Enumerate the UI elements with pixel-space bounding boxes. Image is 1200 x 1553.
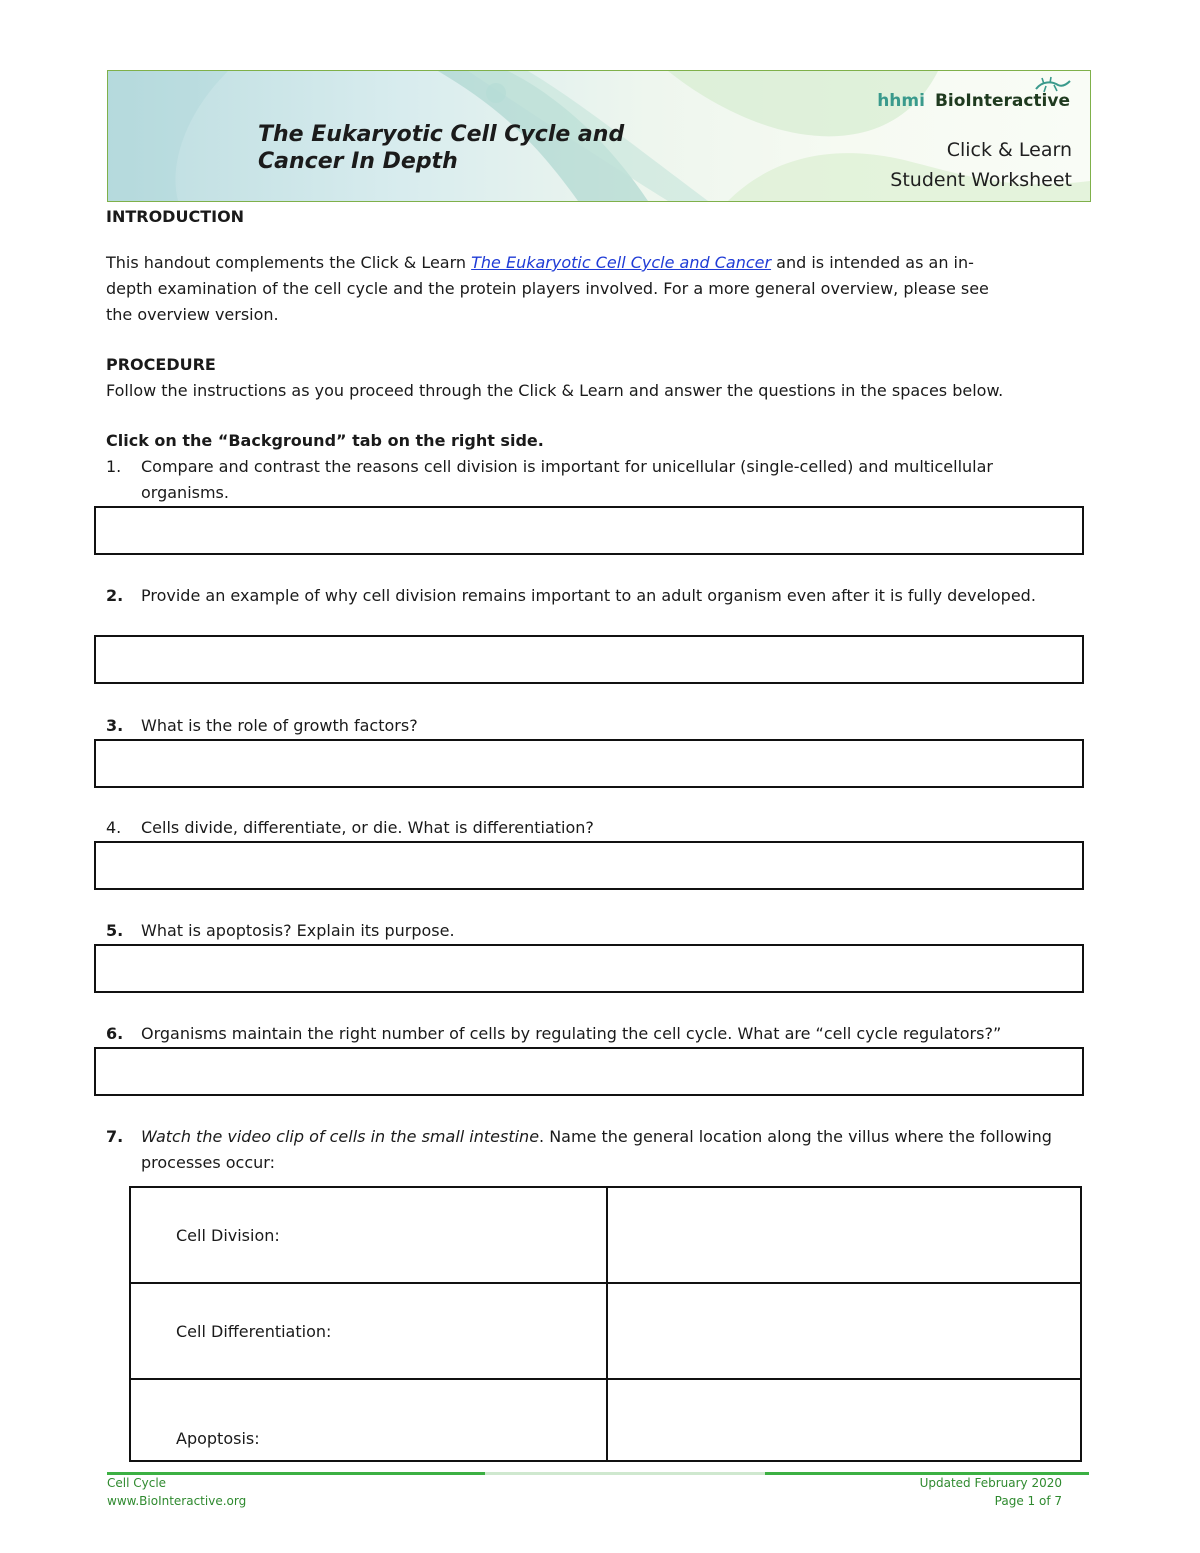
document-type: Student Worksheet <box>890 169 1072 191</box>
background-tab-instruction: Click on the “Background” tab on the right side. <box>106 431 544 450</box>
introduction-heading: INTRODUCTION <box>106 207 245 226</box>
question-number: 7. <box>106 1127 124 1146</box>
answer-box-1[interactable] <box>94 506 1084 555</box>
procedure-text: Follow the instructions as you proceed through the Click & Learn and answer the questions in the spaces below. <box>106 381 1004 400</box>
footer-website-link[interactable]: www.BioInteractive.org <box>107 1494 247 1508</box>
procedure-heading: PROCEDURE <box>106 355 216 374</box>
logo-hhmi: hhmi <box>877 91 925 111</box>
question-number: 4. <box>106 818 122 837</box>
answer-cell-cell-differentiation[interactable] <box>607 1283 1081 1379</box>
footer-page-number: Page 1 of 7 <box>994 1494 1062 1508</box>
logo-biointeractive: BioInteractive <box>934 91 1070 111</box>
question-text: Organisms maintain the right number of cells by regulating the cell cycle. What are “cell cycle regulators?” <box>141 1024 1002 1043</box>
question-number: 6. <box>106 1024 124 1043</box>
resource-type: Click & Learn <box>946 139 1072 161</box>
footer-divider <box>107 1472 1089 1475</box>
answer-cell-apoptosis[interactable] <box>607 1379 1081 1461</box>
document-title: The Eukaryotic Cell Cycle and Cancer In Depth <box>258 122 625 174</box>
introduction-line-1 <box>106 250 974 276</box>
answer-box-2[interactable] <box>94 635 1084 684</box>
question-number: 2. <box>106 586 124 605</box>
question-number: 1. <box>106 457 122 476</box>
row-label: Cell Differentiation: <box>130 1283 607 1379</box>
row-label: Apoptosis: <box>130 1379 607 1461</box>
answer-box-6[interactable] <box>94 1047 1084 1096</box>
question-text: Compare and contrast the reasons cell division is important for unicellular (single-celled) and multicellular organisms. <box>141 457 993 502</box>
question-italic-text: Watch the video clip of cells in the small intestine <box>141 1127 540 1146</box>
intro-text-before: This handout complements the Click & Learn <box>106 253 472 272</box>
villus-process-table <box>129 1186 1082 1462</box>
question-6 <box>106 1021 1081 1047</box>
footer-updated-date: Updated February 2020 <box>919 1476 1062 1490</box>
intro-text-after: and is intended as an in- <box>771 253 974 272</box>
header-banner <box>107 70 1091 202</box>
answer-box-4[interactable] <box>94 841 1084 890</box>
question-text: What is the role of growth factors? <box>141 716 418 735</box>
hhmi-biointeractive-logo <box>877 91 1070 111</box>
question-1 <box>106 454 1081 506</box>
answer-box-3[interactable] <box>94 739 1084 788</box>
click-and-learn-link[interactable]: The Eukaryotic Cell Cycle and Cancer <box>471 253 772 272</box>
question-text: What is apoptosis? Explain its purpose. <box>141 921 455 940</box>
table-row <box>130 1283 1081 1379</box>
answer-cell-cell-division[interactable] <box>607 1187 1081 1283</box>
question-5 <box>106 918 1081 944</box>
introduction-line-2: depth examination of the cell cycle and the protein players involved. For a more general overview, please see <box>106 279 989 298</box>
question-4 <box>106 815 1081 841</box>
question-7 <box>106 1124 1081 1176</box>
row-label: Cell Division: <box>130 1187 607 1283</box>
question-rest-text: . Name the general location along the villus where the following processes occur: <box>141 1127 1052 1172</box>
answer-box-5[interactable] <box>94 944 1084 993</box>
footer-topic: Cell Cycle <box>107 1476 167 1490</box>
question-text: Provide an example of why cell division remains important to an adult organism even after it is fully developed. <box>141 586 1036 605</box>
question-number: 3. <box>106 716 124 735</box>
question-number: 5. <box>106 921 124 940</box>
question-3 <box>106 713 1081 739</box>
question-text: Cells divide, differentiate, or die. What is differentiation? <box>141 818 594 837</box>
question-2 <box>106 583 1081 609</box>
introduction-line-3: the overview version. <box>106 305 279 324</box>
table-row <box>130 1187 1081 1283</box>
question-text <box>141 1124 1081 1176</box>
table-row <box>130 1379 1081 1461</box>
